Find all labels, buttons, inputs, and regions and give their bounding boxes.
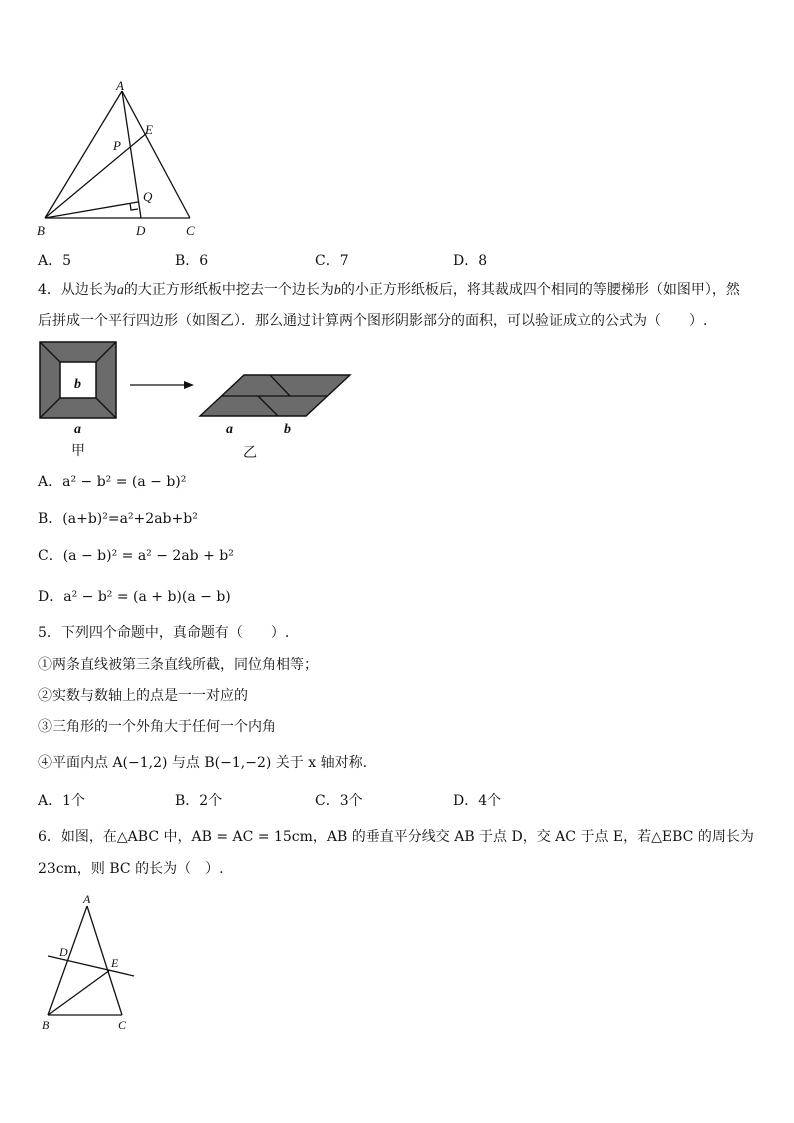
q4-fig-jia-caption: 甲 bbox=[71, 443, 85, 459]
q3-option-a[interactable]: A．5 bbox=[38, 253, 72, 269]
q4-var-b: b bbox=[333, 283, 341, 298]
q3-side-ab bbox=[45, 91, 122, 218]
q6-perpendicular-bisector bbox=[48, 956, 134, 976]
arrow-right-icon bbox=[128, 378, 196, 392]
q3-label-b: B bbox=[37, 223, 45, 238]
q4-option-d[interactable]: D．a² − b² = (a + b)(a − b) bbox=[38, 589, 231, 605]
q4-option-c[interactable]: C．(a − b)² = a² − 2ab + b² bbox=[38, 548, 234, 564]
q6-label-c: C bbox=[118, 1018, 127, 1032]
q4-figure-jia bbox=[38, 340, 118, 420]
q3-label-d: D bbox=[136, 223, 146, 238]
q4-fig-yi-caption: 乙 bbox=[243, 445, 257, 461]
q3-segment-bq bbox=[45, 202, 138, 218]
q3-option-c[interactable]: C．7 bbox=[315, 253, 349, 269]
q5-stem: 5．下列四个命题中，真命题有（ ）. bbox=[38, 625, 290, 641]
q4-fig-yi-a-label: a bbox=[226, 422, 233, 437]
q6-label-d: D bbox=[59, 945, 68, 959]
q3-segment-be bbox=[45, 133, 147, 218]
q5-item-1: ①两条直线被第三条直线所截，同位角相等； bbox=[38, 657, 318, 673]
q3-label-c: C bbox=[186, 223, 195, 238]
q5-option-a[interactable]: A．1个 bbox=[38, 793, 86, 809]
q5-item-3: ③三角形的一个外角大于任何一个内角 bbox=[38, 719, 276, 735]
q4-figure-yi bbox=[198, 372, 354, 420]
q4-option-b[interactable]: B．(a+b)²=a²+2ab+b² bbox=[38, 511, 198, 527]
q4-fig-b-label: b bbox=[74, 377, 81, 392]
q4-stem-post: 的小正方形纸板后，将其裁成四个相同的等腰梯形（如图甲），然 bbox=[340, 282, 740, 298]
q6-label-a: A bbox=[83, 892, 91, 906]
q4-var-a: a bbox=[116, 283, 124, 298]
q4-fig-yi-b-label: b bbox=[284, 422, 291, 437]
q6-label-e: E bbox=[111, 956, 119, 970]
q3-label-a: A bbox=[116, 78, 124, 93]
q5-item-4: ④平面内点 A(−1,2) 与点 B(−1,−2) 关于 x 轴对称. bbox=[38, 755, 368, 771]
q4-fig-a-label: a bbox=[74, 422, 81, 437]
q6-stem-line1: 6．如图，在△ABC 中，AB = AC = 15cm，AB 的垂直平分线交 AB 于点 D，交 AC 于点 E，若△EBC 的周长为 bbox=[38, 829, 754, 845]
q5-option-d[interactable]: D．4个 bbox=[453, 793, 502, 809]
q3-label-e: E bbox=[145, 122, 153, 137]
q4-stem-line1 bbox=[38, 280, 740, 301]
q4-option-a[interactable]: A．a² − b² = (a − b)² bbox=[38, 474, 187, 490]
q3-option-d[interactable]: D．8 bbox=[453, 253, 488, 269]
q5-option-b[interactable]: B．2个 bbox=[175, 793, 223, 809]
q6-stem-line2: 23cm，则 BC 的长为（ ）. bbox=[38, 861, 224, 877]
q5-option-c[interactable]: C．3个 bbox=[315, 793, 363, 809]
q3-side-ac bbox=[122, 91, 190, 218]
q4-stem-line2: 后拼成一个平行四边形（如图乙）．那么通过计算两个图形阴影部分的面积，可以验证成立的公式为（ ）. bbox=[38, 313, 708, 329]
q4-stem-pre: 4．从边长为 bbox=[38, 282, 117, 298]
q3-option-b[interactable]: B．6 bbox=[175, 253, 209, 269]
q3-right-angle-mark bbox=[130, 203, 138, 210]
q3-label-p: P bbox=[113, 138, 121, 153]
q5-item-2: ②实数与数轴上的点是一一对应的 bbox=[38, 688, 248, 704]
q3-label-q: Q bbox=[143, 189, 153, 204]
q6-label-b: B bbox=[42, 1018, 50, 1032]
q3-triangle-figure bbox=[30, 78, 210, 243]
q6-triangle-figure bbox=[38, 890, 143, 1035]
q6-segment-be bbox=[48, 970, 110, 1015]
q4-stem-mid: 的大正方形纸板中挖去一个边长为 bbox=[123, 282, 334, 298]
